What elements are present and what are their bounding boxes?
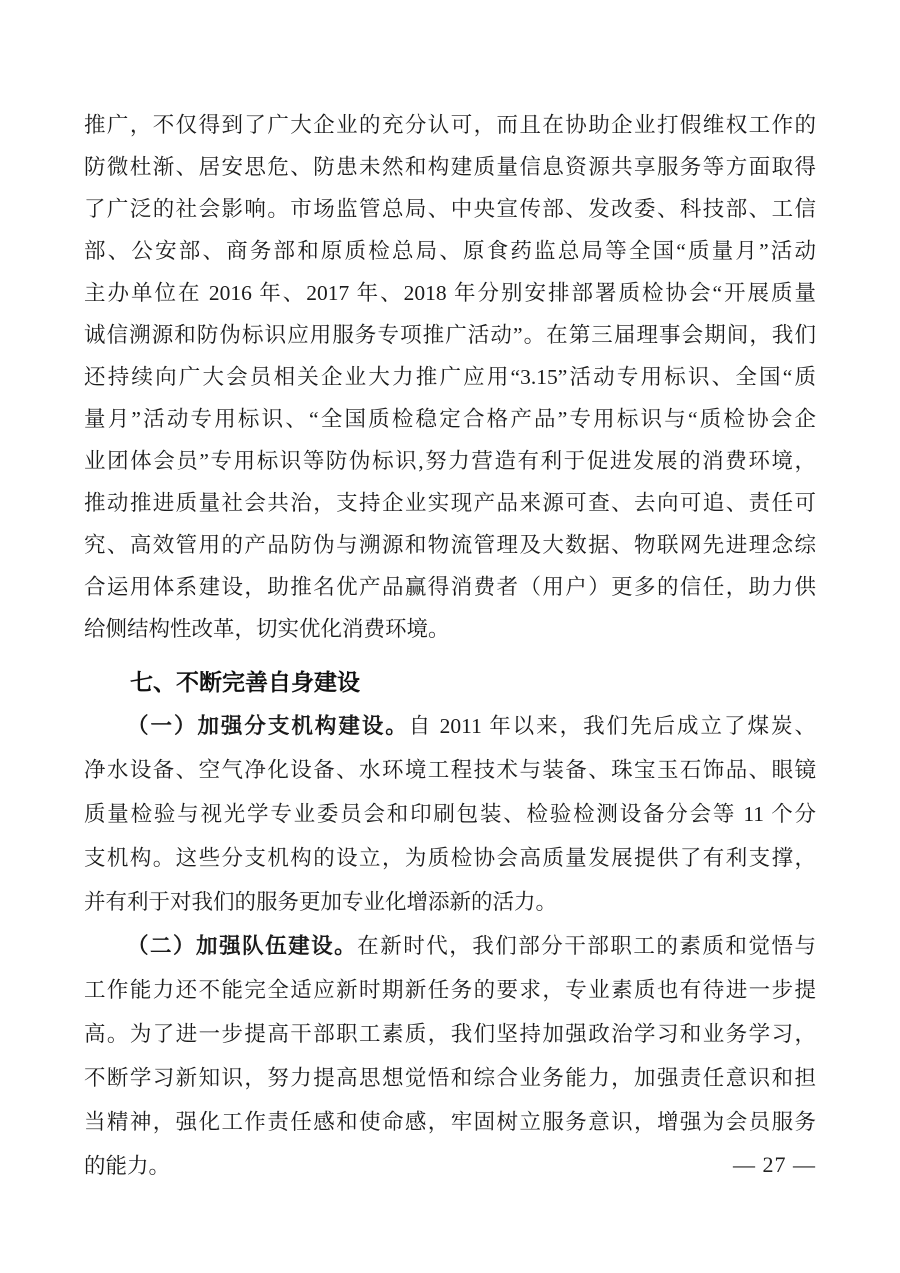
text-line: 主办单位在 2016 年、2017 年、2018 年分别安排部署质检协会“开展质量 bbox=[84, 281, 816, 305]
text-line: 合运用体系建设，助推名优产品赢得消费者（用户）更多的信任，助力供 bbox=[84, 575, 816, 599]
text-line: 的能力。 bbox=[84, 1154, 171, 1178]
text-line: 质量检验与视光学专业委员会和印刷包装、检验检测设备分会等 11 个分 bbox=[84, 802, 816, 826]
text-line: 工作能力还不能完全适应新时期新任务的要求，专业素质也有待进一步提 bbox=[84, 978, 816, 1002]
paragraph bbox=[84, 104, 816, 650]
paragraph bbox=[84, 924, 816, 1188]
paragraph bbox=[84, 704, 816, 924]
paragraph-lead: （二）加强队伍建设。 bbox=[127, 934, 358, 958]
section-heading: 七、不断完善自身建设 bbox=[130, 669, 360, 695]
line-text: 自 2011 年以来，我们先后成立了煤炭、 bbox=[408, 714, 816, 738]
text-line: 了广泛的社会影响。市场监管总局、中央宣传部、发改委、科技部、工信 bbox=[84, 197, 816, 221]
text-line: 支机构。这些分支机构的设立，为质检协会高质量发展提供了有利支撑， bbox=[84, 846, 816, 870]
text-line: 高。为了进一步提高干部职工素质，我们坚持加强政治学习和业务学习， bbox=[84, 1022, 816, 1046]
text-line: 量月”活动专用标识、“全国质检稳定合格产品”专用标识与“质检协会企 bbox=[84, 407, 816, 431]
document-body bbox=[84, 104, 816, 1188]
page-number: — 27 — bbox=[733, 1152, 816, 1177]
text-line bbox=[84, 704, 816, 748]
text-line: 给侧结构性改革，切实优化消费环境。 bbox=[84, 617, 450, 641]
text-line: 还持续向广大会员相关企业大力推广应用“3.15”活动专用标识、全国“质 bbox=[84, 365, 816, 389]
text-line: 防微杜渐、居安思危、防患未然和构建质量信息资源共享服务等方面取得 bbox=[84, 155, 816, 179]
text-line: 推广，不仅得到了广大企业的充分认可，而且在协助企业打假维权工作的 bbox=[84, 113, 816, 137]
line-text: 在新时代，我们部分干部职工的素质和觉悟与 bbox=[357, 934, 816, 958]
text-line: 并有利于对我们的服务更加专业化增添新的活力。 bbox=[84, 890, 558, 914]
text-line: 当精神，强化工作责任感和使命感，牢固树立服务意识，增强为会员服务 bbox=[84, 1110, 816, 1134]
text-line: 业团体会员”专用标识等防伪标识,努力营造有利于促进发展的消费环境， bbox=[84, 449, 816, 473]
text-line bbox=[84, 924, 816, 968]
text-line: 不断学习新知识，努力提高思想觉悟和综合业务能力，加强责任意识和担 bbox=[84, 1066, 816, 1090]
text-line: 究、高效管用的产品防伪与溯源和物流管理及大数据、物联网先进理念综 bbox=[84, 533, 816, 557]
paragraph-lead: （一）加强分支机构建设。 bbox=[127, 714, 409, 738]
text-line: 推动推进质量社会共治，支持企业实现产品来源可查、去向可追、责任可 bbox=[84, 491, 816, 515]
text-line: 部、公安部、商务部和原质检总局、原食药监总局等全国“质量月”活动 bbox=[84, 239, 816, 263]
text-line: 净水设备、空气净化设备、水环境工程技术与装备、珠宝玉石饰品、眼镜 bbox=[84, 758, 816, 782]
text-line: 诚信溯源和防伪标识应用服务专项推广活动”。在第三届理事会期间，我们 bbox=[84, 323, 816, 347]
